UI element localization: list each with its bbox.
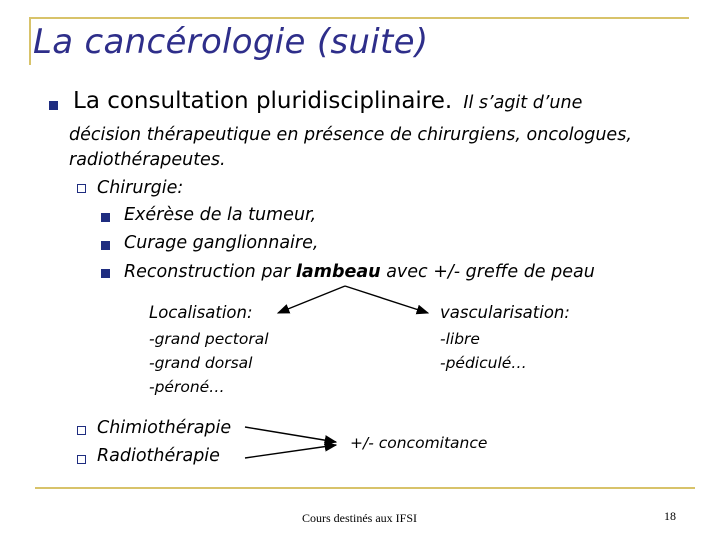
chimiotherapie-label: Chimiothérapie — [97, 418, 232, 438]
main-bullet-line3: radiothérapeutes. — [69, 150, 226, 170]
localisation-label: Localisation: — [149, 303, 253, 322]
chirurgie-item: Curage ganglionnaire, — [124, 233, 319, 253]
main-bullet-rest: Il s’agit d’une — [463, 93, 583, 113]
arrow-to-vascularisation — [345, 286, 428, 313]
main-bullet-line2: décision thérapeutique en présence de chirurgiens, oncologues, — [69, 125, 632, 145]
chirurgie-label: Chirurgie: — [97, 178, 184, 198]
chirurgie-item: Exérèse de la tumeur, — [124, 205, 317, 225]
reconstruction-suffix: avec +/- greffe de peau — [380, 262, 595, 282]
vascularisation-item: -libre — [440, 330, 480, 348]
reconstruction-prefix: Reconstruction par — [124, 262, 296, 282]
hollow-square-bullet-icon — [77, 426, 86, 435]
localisation-item: -grand pectoral — [149, 330, 269, 348]
footer-course: Cours destinés aux IFSI — [302, 511, 417, 525]
localisation-item: -grand dorsal — [149, 354, 253, 372]
radiotherapie-label: Radiothérapie — [97, 446, 220, 466]
vascularisation-label: vascularisation: — [440, 303, 570, 322]
arrow-chimio-lower — [245, 445, 336, 458]
reconstruction-keyword: lambeau — [295, 262, 381, 282]
vascularisation-item: -pédiculé… — [440, 354, 527, 372]
arrow-to-localisation — [278, 286, 345, 313]
concomitance-label: +/- concomitance — [350, 434, 488, 452]
localisation-item: -péroné… — [149, 378, 225, 396]
slide-title: La cancérologie (suite) — [33, 22, 429, 62]
hollow-square-bullet-icon — [77, 455, 86, 464]
main-bullet-lead: La consultation pluridisciplinaire. — [73, 88, 453, 114]
page-number: 18 — [664, 509, 676, 523]
arrow-chimio-upper — [245, 427, 336, 442]
